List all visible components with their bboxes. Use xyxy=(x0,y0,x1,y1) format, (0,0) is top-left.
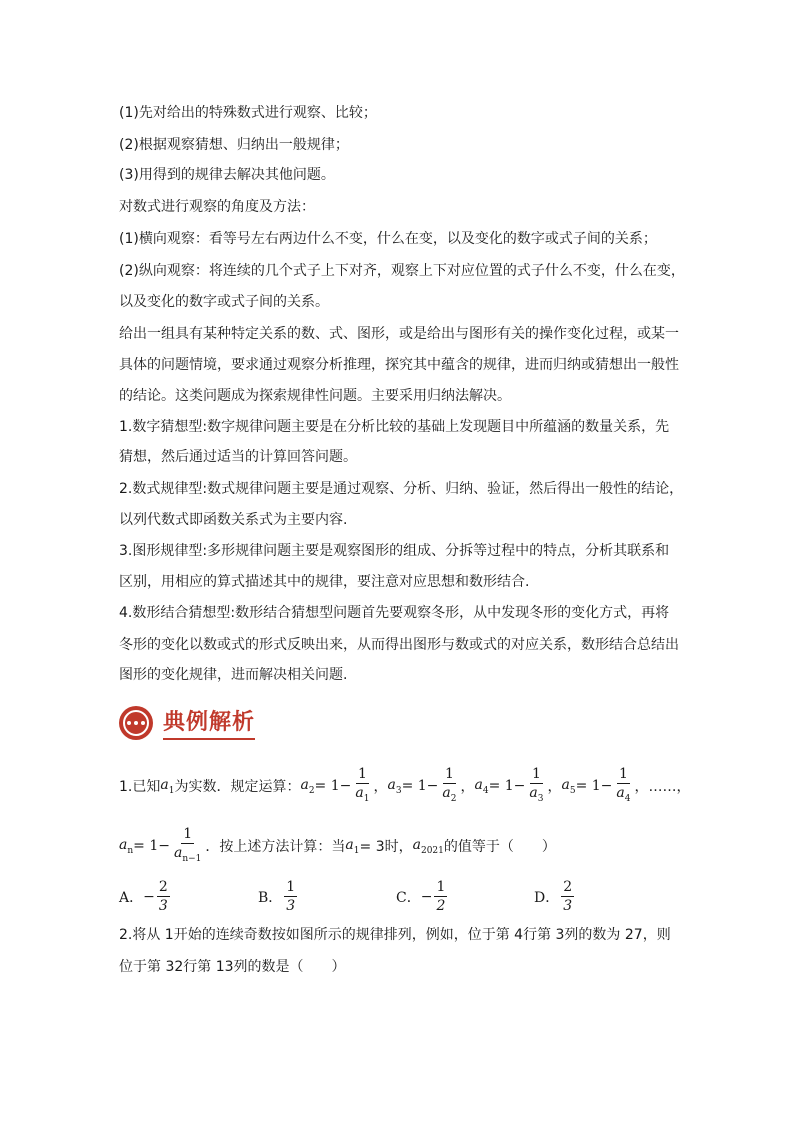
option-fraction: $\frac{2}{3}$ xyxy=(563,879,573,914)
ellipsis-circle-icon xyxy=(119,706,153,740)
q1-term: $a_3$ xyxy=(387,777,402,796)
q1-eq: = 1− xyxy=(133,838,170,855)
q1-fraction: $\frac{1}{a_1}$ xyxy=(355,766,370,804)
q1-mid: 为实数．规定运算： xyxy=(174,779,301,796)
intro-line: 给出一组具有某种特定关系的数、式、图形，或是给出与图形有关的操作变化过程，或某一 xyxy=(119,326,679,342)
intro-line: 3.图形规律型:多形规律问题主要是观察图形的组成、分拆等过程中的特点，分析其联系和 xyxy=(119,543,670,559)
q1-general-fraction: $\frac{1}{a_{n-1}}$ xyxy=(173,826,202,864)
q1-sep: ， xyxy=(373,779,388,796)
q1-fraction: $\frac{1}{a_2}$ xyxy=(442,766,457,804)
intro-line: 的结论。这类问题成为探索规律性问题。主要采用归纳法解决。 xyxy=(119,388,511,404)
option-fraction: $\frac{1}{2}$ xyxy=(436,879,446,914)
q1-prefix: 1.已知 xyxy=(119,779,161,796)
option-fraction: $\frac{1}{3}$ xyxy=(286,879,296,914)
section-heading xyxy=(119,705,255,740)
question-2-line-2: 位于第 32行第 13列的数是（ ） xyxy=(119,959,346,975)
q1-eq: = 1− xyxy=(314,778,352,795)
intro-line: (1)先对给出的特殊数式进行观察、比较； xyxy=(119,105,377,121)
q1-line2-mid: ．按上述方法计算：当 xyxy=(205,839,346,856)
question-2-line-1: 2.将从 1开始的连续奇数按如图所示的规律排列，例如，位于第 4行第 3列的数为 27，则 xyxy=(119,927,671,943)
q1-tail: 的值等于（ ） xyxy=(443,839,556,856)
intro-line: (2)根据观察猜想、归纳出一般规律； xyxy=(119,137,349,153)
q1-eq: = 1− xyxy=(575,778,613,795)
intro-line: 1.数字猜想型:数字规律问题主要是在分析比较的基础上发现题目中所蕴涵的数量关系，先 xyxy=(119,419,670,435)
intro-line: (1)横向观察：看等号左右两边什么不变，什么在变，以及变化的数字或式子间的关系； xyxy=(119,231,657,247)
intro-line: 图形的变化规律，进而解决相关问题. xyxy=(119,667,348,683)
q1-ellipsis: ，……， xyxy=(634,779,691,796)
q1-fraction: $\frac{1}{a_3}$ xyxy=(529,766,544,804)
question-1-line-2 xyxy=(119,825,556,868)
option-d: D． $\frac{2}{3}$ xyxy=(534,879,573,914)
q1-sep: ， xyxy=(460,779,475,796)
intro-line: 对数式进行观察的角度及方法： xyxy=(119,199,315,215)
intro-line: (2)纵向观察：将连续的几个式子上下对齐，观察上下对应位置的式子什么不变，什么在变， xyxy=(119,263,685,279)
q1-general-term: $a_n$ xyxy=(119,837,134,856)
question-1-line-1 xyxy=(119,765,691,808)
q1-a1: $a_1$ xyxy=(160,777,175,796)
intro-line: 4.数形结合猜想型:数形结合猜想型问题首先要观察冬形，从中发现冬形的变化方式，再将 xyxy=(119,605,670,621)
q1-eq: = 1− xyxy=(401,778,439,795)
option-a: A． − $\frac{2}{3}$ xyxy=(119,879,168,914)
section-title: 典例解析 xyxy=(163,705,255,740)
q1-cond: $a_1$ xyxy=(345,837,360,856)
intro-line: 具体的问题情境，要求通过观察分析推理，探究其中蕴含的规律，进而归纳或猜想出一般性 xyxy=(119,357,679,373)
q1-sep: ， xyxy=(547,779,562,796)
option-fraction: $\frac{2}{3}$ xyxy=(158,879,168,914)
option-b: B． $\frac{1}{3}$ xyxy=(258,879,296,914)
intro-line: 冬形的变化以数或式的形式反映出来，从而得出图形与数或式的对应关系，数形结合总结出 xyxy=(119,637,679,653)
q1-cond-eq: = 3时， xyxy=(359,839,413,856)
intro-line: 以列代数式即函数关系式为主要内容. xyxy=(119,512,348,528)
q1-term: $a_4$ xyxy=(474,777,489,796)
intro-line: 以及变化的数字或式子间的关系。 xyxy=(119,294,329,310)
q1-term: $a_5$ xyxy=(561,777,576,796)
q1-term: $a_2$ xyxy=(300,777,315,796)
q1-eq: = 1− xyxy=(488,778,526,795)
q1-target: $a_{2021}$ xyxy=(412,837,444,856)
intro-line: (3)用得到的规律去解决其他问题。 xyxy=(119,167,335,183)
option-c: C． − $\frac{1}{2}$ xyxy=(396,879,446,914)
intro-line: 区别，用相应的算式描述其中的规律，要注意对应思想和数形结合. xyxy=(119,574,530,590)
q1-fraction: $\frac{1}{a_4}$ xyxy=(616,766,631,804)
intro-line: 猜想，然后通过适当的计算回答问题。 xyxy=(119,449,357,465)
intro-line: 2.数式规律型:数式规律问题主要是通过观察、分析、归纳、验证，然后得出一般性的结论， xyxy=(119,481,684,497)
